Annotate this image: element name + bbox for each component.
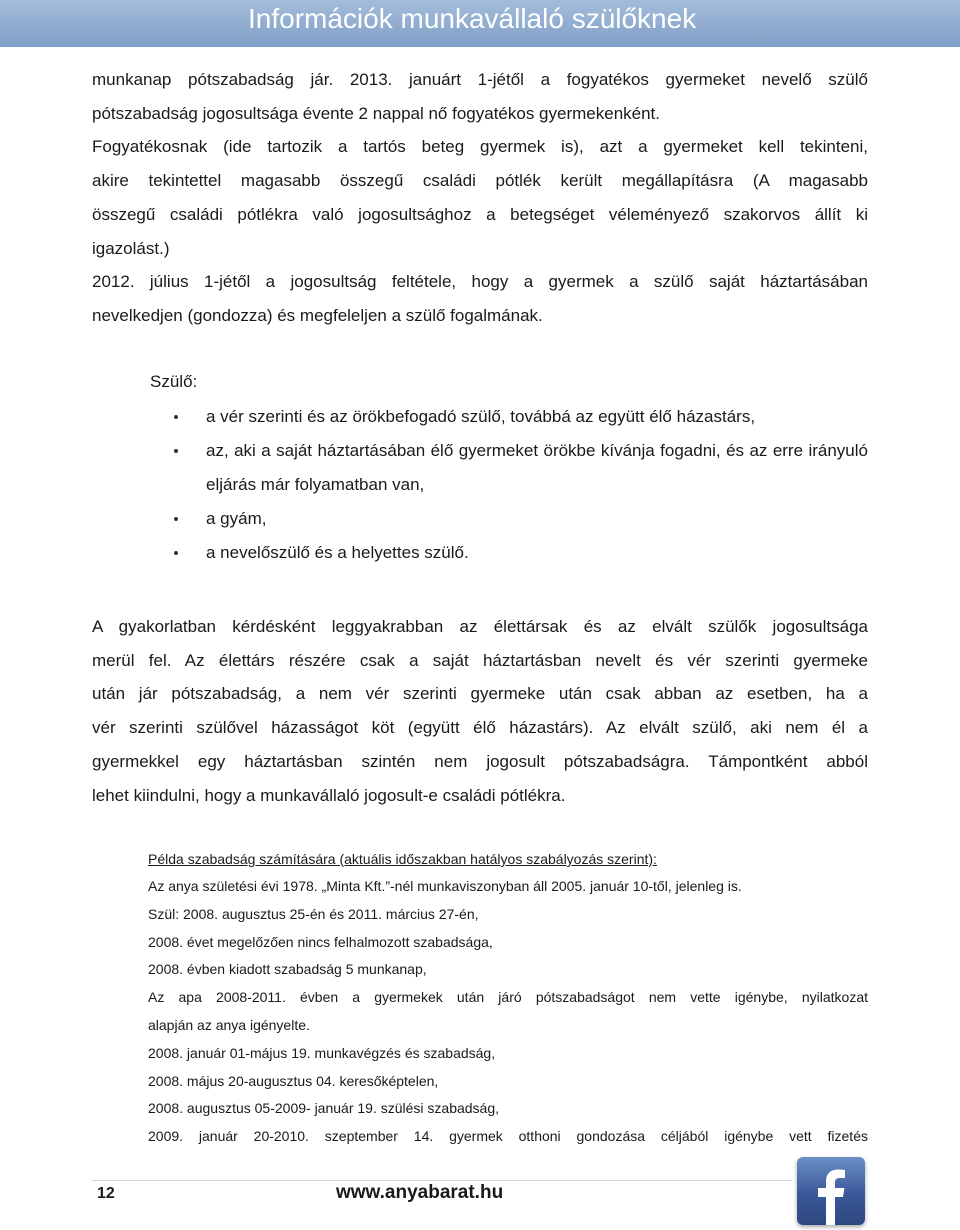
text-line: gyermekkel egy háztartásban szintén nem jogosult pótszabadságra. Támpontként abból [92,751,868,771]
list-item: a nevelőszülő és a helyettes szülő. [174,536,868,570]
text-line: nevelkedjen (gondozza) és megfeleljen a szülő fogalmának. [92,305,543,325]
example-title: Példa szabadság számítására (aktuális időszakban hatályos szabályozás szerint): [148,851,657,867]
footer-divider [92,1180,792,1181]
bullet-icon [174,415,178,419]
text-line: pótszabadság jogosultsága évente 2 nappal nő fogyatékos gyermekenként. [92,103,661,123]
header-title: Információk munkavállaló szülőknek [248,3,697,34]
bullet-icon [174,517,178,521]
page-number: 12 [97,1185,115,1202]
text-line: merül fel. Az élettárs részére csak a saját háztartásban nevelt és vér szerinti gyermeke [92,650,868,670]
text-line: munkanap pótszabadság jár. 2013. januárt 1-jétől a fogyatékos gyermeket nevelő szülő [92,70,868,89]
text-line: vér szerinti szülővel házasságot köt (együtt élő házastárs). Az elvált szülő, aki nem él a [92,718,868,738]
facebook-icon[interactable] [797,1157,865,1225]
facebook-logo-glyph [797,1157,865,1225]
page-header [0,0,960,47]
list-item: az, aki a saját háztartásában élő gyermeket örökbe kívánja fogadni, és az erre irányuló eljárás már folyamatban van, [174,434,868,502]
szulo-label: Szülő: [150,372,198,391]
example-line: 2008. január 01-május 19. munkavégzés és szabadság, [148,1044,496,1061]
text-line: A gyakorlatban kérdésként leggyakrabban az élettársak és az elvált szülők jogosultsága [92,617,868,636]
text-line: után jár pótszabadság, a nem vér szerinti gyermeke után csak abban az esetben, ha a [92,684,868,704]
intro-paragraph [92,63,868,333]
example-line: 2009. január 20-2010. szeptember 14. gyermek otthoni gondozása céljából igénybe vett fizetés [148,1128,868,1145]
text-line: összegű családi pótlékra való jogosultsághoz a betegséget véleményező szakorvos állít ki [92,204,868,224]
bullet-icon [174,449,178,453]
practice-paragraph [92,610,868,812]
example-line: 2008. augusztus 05-2009- január 19. szülési szabadság, [148,1100,500,1117]
list-item: a vér szerinti és az örökbefogadó szülő, továbbá az együtt élő házastárs, [174,400,868,434]
example-section [148,845,868,1151]
example-line: Az apa 2008-2011. évben a gyermekek után járó pótszabadságot nem vette igénybe, nyilatkozat [148,989,868,1006]
text-line: igazolást.) [92,238,170,258]
text-line: Fogyatékosnak (ide tartozik a tartós beteg gyermek is), azt a gyermeket kell tekinteni, [92,137,868,157]
footer-site-link[interactable]: www.anyabarat.hu [336,1182,504,1203]
bullet-icon [174,551,178,555]
example-line: 2008. május 20-augusztus 04. keresőképtelen, [148,1072,439,1089]
text-line: akire tekintettel magasabb összegű családi pótlék került megállapításra (A magasabb [92,171,868,191]
example-line: 2008. évet megelőzően nincs felhalmozott szabadsága, [148,933,493,950]
text-line: 2012. július 1-jétől a jogosultság feltétele, hogy a gyermek a szülő saját háztartásában [92,272,868,292]
example-line: Az anya születési évi 1978. „Minta Kft.”-nél munkaviszonyban áll 2005. január 10-től, jelenleg is. [148,878,742,894]
text-line: lehet kiindulni, hogy a munkavállaló jogosult-e családi pótlékra. [92,785,566,805]
list-item: a gyám, [174,502,868,536]
example-line: alapján az anya igényelte. [148,1016,310,1033]
szulo-list [174,400,868,570]
example-line: Szül: 2008. augusztus 25-én és 2011. március 27-én, [148,905,479,922]
example-line: 2008. évben kiadott szabadság 5 munkanap, [148,961,427,978]
